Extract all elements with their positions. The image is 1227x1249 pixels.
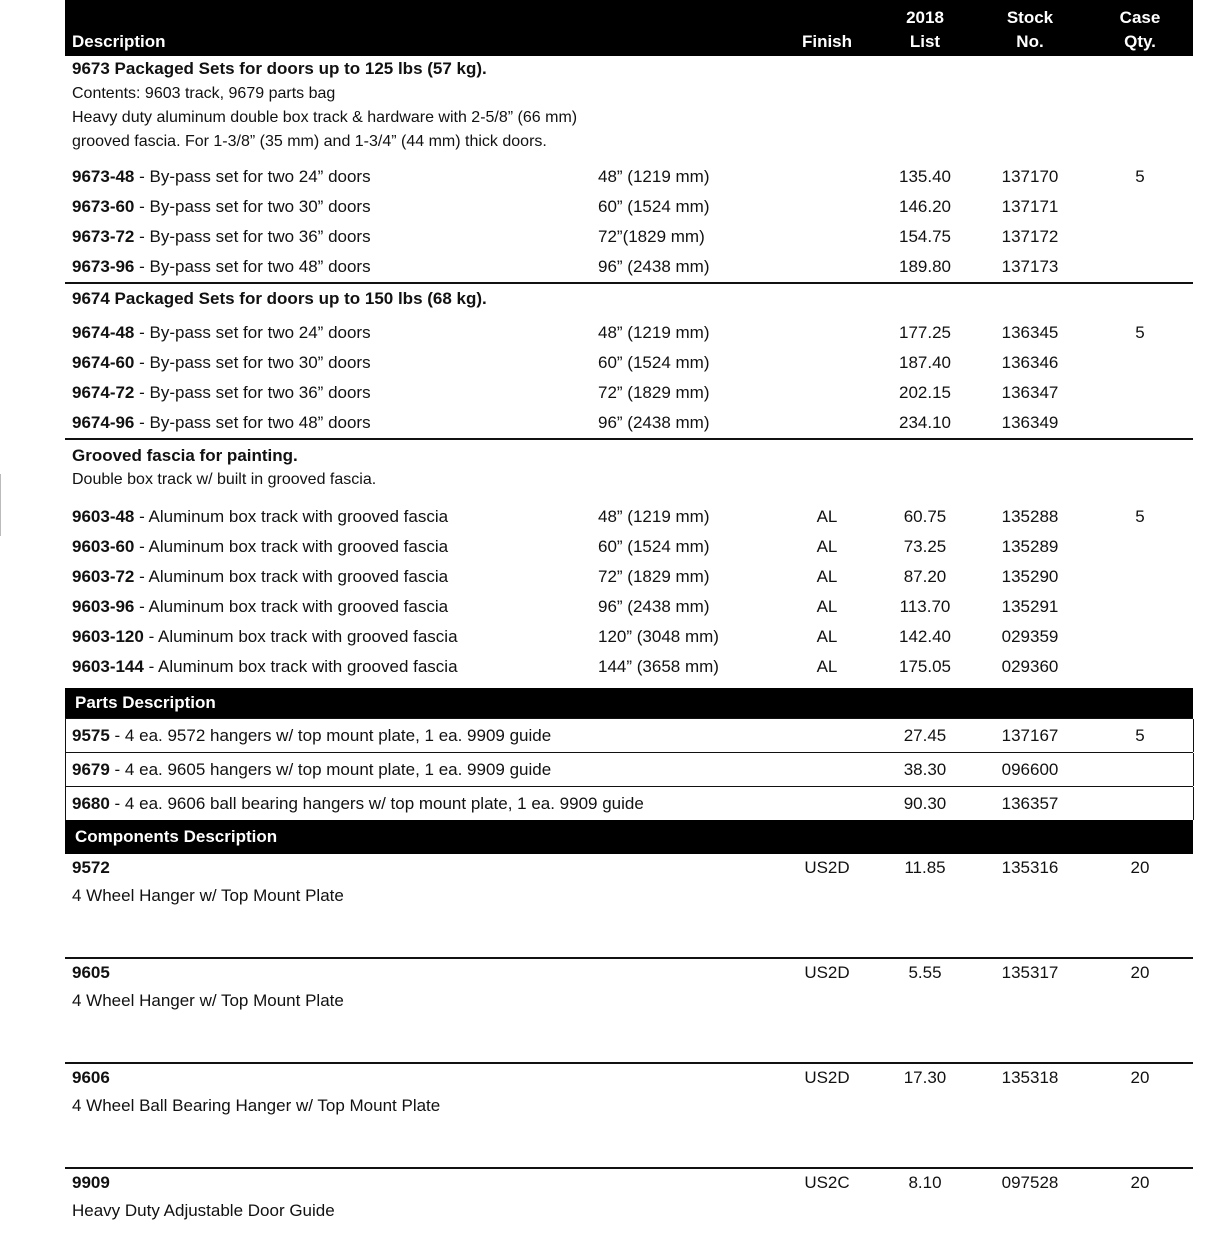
item-stock-no: 135291 bbox=[1001, 597, 1059, 616]
item-code: 9909 bbox=[72, 1173, 110, 1192]
table-row bbox=[65, 222, 1193, 252]
item-list-price: 187.40 bbox=[899, 353, 951, 372]
item-size: 48” (1219 mm) bbox=[598, 323, 710, 342]
item-code: 9673-60 bbox=[72, 197, 135, 216]
cell-border bbox=[65, 719, 66, 752]
item-case-qty: 20 bbox=[1130, 1173, 1150, 1192]
item-list-price: 177.25 bbox=[899, 323, 951, 342]
header-case bbox=[1110, 6, 1170, 54]
table-row bbox=[65, 532, 1193, 562]
item-code: 9680 bbox=[72, 793, 110, 813]
item-list-price: 87.20 bbox=[903, 567, 947, 586]
price-table bbox=[65, 0, 1193, 1229]
item-size: 120” (3048 mm) bbox=[598, 627, 719, 646]
table-row bbox=[65, 378, 1193, 408]
component-item bbox=[65, 1062, 1193, 1167]
section-note: grooved fascia. For 1-3/8” (35 mm) and 1-3/4” (44 mm) thick doors. bbox=[72, 133, 547, 150]
table-row bbox=[65, 408, 1193, 438]
item-stock-no: 137173 bbox=[1001, 257, 1059, 276]
item-stock-no: 135289 bbox=[1001, 537, 1059, 556]
item-list-price: 154.75 bbox=[899, 227, 951, 246]
item-finish: US2D bbox=[804, 858, 850, 877]
item-text: - 4 ea. 9572 hangers w/ top mount plate, 1 ea. 9909 guide bbox=[109, 725, 552, 745]
item-finish: AL bbox=[816, 627, 838, 646]
item-description bbox=[72, 353, 371, 373]
item-size: 72” (1829 mm) bbox=[598, 567, 710, 586]
header-description: Description bbox=[72, 32, 166, 51]
item-list-price: 60.75 bbox=[903, 507, 947, 526]
item-code: 9603-72 bbox=[72, 567, 135, 586]
item-stock-no: 135318 bbox=[1001, 1068, 1059, 1087]
section-title: 9673 Packaged Sets for doors up to 125 lbs (57 kg). bbox=[72, 59, 487, 78]
item-description bbox=[72, 413, 371, 433]
section-9603 bbox=[65, 444, 1193, 682]
components-header-bar: Components Description bbox=[65, 820, 1193, 854]
item-stock-no: 136346 bbox=[1001, 353, 1059, 372]
item-size: 96” (2438 mm) bbox=[598, 257, 710, 276]
parts-row bbox=[65, 786, 1193, 820]
item-code: 9674-96 bbox=[72, 413, 135, 432]
item-description bbox=[72, 627, 458, 647]
cell-border bbox=[1193, 719, 1194, 752]
item-text: - By-pass set for two 36” doors bbox=[134, 227, 371, 246]
item-list-price: 27.45 bbox=[903, 725, 947, 745]
page-edge-mark bbox=[0, 474, 6, 536]
item-stock-no: 097528 bbox=[1001, 1173, 1059, 1192]
item-size: 72”(1829 mm) bbox=[598, 227, 705, 246]
cell-border bbox=[1193, 753, 1194, 786]
component-row bbox=[65, 1169, 1193, 1197]
item-finish: US2D bbox=[804, 963, 850, 982]
table-row bbox=[65, 162, 1193, 192]
section-title: Grooved fascia for painting. bbox=[72, 446, 298, 465]
item-finish: AL bbox=[816, 657, 838, 676]
components-table bbox=[65, 854, 1193, 1229]
item-size: 72” (1829 mm) bbox=[598, 383, 710, 402]
item-list-price: 175.05 bbox=[899, 657, 951, 676]
item-size: 96” (2438 mm) bbox=[598, 413, 710, 432]
item-description bbox=[72, 726, 551, 746]
item-description bbox=[72, 227, 371, 247]
item-size: 48” (1219 mm) bbox=[598, 167, 710, 186]
cell-border bbox=[65, 787, 66, 820]
component-item bbox=[65, 1167, 1193, 1229]
item-list-price: 146.20 bbox=[899, 197, 951, 216]
item-text: - 4 ea. 9605 hangers w/ top mount plate, 1 ea. 9909 guide bbox=[109, 759, 552, 779]
item-case-qty: 20 bbox=[1130, 963, 1150, 982]
table-row bbox=[65, 562, 1193, 592]
item-description bbox=[72, 794, 644, 814]
section-note: Heavy duty aluminum double box track & hardware with 2-5/8” (66 mm) bbox=[72, 109, 578, 126]
item-finish: AL bbox=[816, 597, 838, 616]
item-stock-no: 136347 bbox=[1001, 383, 1059, 402]
section-title: 9674 Packaged Sets for doors up to 150 lbs (68 kg). bbox=[72, 289, 487, 308]
item-text: - By-pass set for two 48” doors bbox=[134, 413, 371, 432]
item-list-price: 234.10 bbox=[899, 413, 951, 432]
item-description bbox=[72, 323, 371, 343]
item-list-price: 202.15 bbox=[899, 383, 951, 402]
parts-table bbox=[65, 718, 1193, 820]
item-description bbox=[72, 167, 371, 187]
header-stock bbox=[980, 6, 1080, 54]
table-row bbox=[65, 252, 1193, 282]
item-text: - By-pass set for two 36” doors bbox=[134, 383, 371, 402]
item-description bbox=[72, 657, 458, 677]
table-row bbox=[65, 502, 1193, 532]
item-code: 9679 bbox=[72, 759, 110, 779]
item-code: 9673-72 bbox=[72, 227, 135, 246]
item-text: - By-pass set for two 30” doors bbox=[134, 197, 371, 216]
header-case-qty: Qty. bbox=[1124, 32, 1156, 51]
item-description bbox=[72, 257, 371, 277]
section-9673 bbox=[65, 56, 1193, 282]
item-code: 9606 bbox=[72, 1068, 110, 1087]
item-stock-no: 096600 bbox=[1001, 759, 1059, 779]
item-finish: AL bbox=[816, 507, 838, 526]
item-text: - Aluminum box track with grooved fascia bbox=[134, 597, 449, 616]
item-stock-no: 029359 bbox=[1001, 627, 1059, 646]
item-case-qty: 5 bbox=[1135, 725, 1145, 745]
item-size: 60” (1524 mm) bbox=[598, 537, 710, 556]
item-code: 9673-48 bbox=[72, 167, 135, 186]
item-case-qty: 5 bbox=[1135, 507, 1145, 526]
component-row bbox=[65, 854, 1193, 882]
item-description bbox=[72, 383, 371, 403]
table-row bbox=[65, 652, 1193, 682]
header-list bbox=[880, 6, 970, 54]
item-text: - By-pass set for two 48” doors bbox=[134, 257, 371, 276]
item-stock-no: 137167 bbox=[1001, 725, 1059, 745]
item-list-price: 90.30 bbox=[903, 793, 947, 813]
item-code: 9674-60 bbox=[72, 353, 135, 372]
item-list-price: 142.40 bbox=[899, 627, 951, 646]
item-stock-no: 136345 bbox=[1001, 323, 1059, 342]
item-description bbox=[72, 197, 371, 217]
item-size: 96” (2438 mm) bbox=[598, 597, 710, 616]
item-stock-no: 029360 bbox=[1001, 657, 1059, 676]
parts-row bbox=[65, 752, 1193, 786]
item-description bbox=[72, 597, 448, 617]
header-case-label: Case bbox=[1119, 8, 1161, 27]
cell-border bbox=[65, 753, 66, 786]
item-finish: US2C bbox=[804, 1173, 850, 1192]
item-description bbox=[72, 507, 448, 527]
item-case-qty: 5 bbox=[1135, 167, 1145, 186]
item-code: 9673-96 bbox=[72, 257, 135, 276]
item-finish: AL bbox=[816, 537, 838, 556]
item-list-price: 189.80 bbox=[899, 257, 951, 276]
table-row bbox=[65, 592, 1193, 622]
item-case-qty: 20 bbox=[1130, 858, 1150, 877]
item-list-price: 113.70 bbox=[899, 597, 951, 616]
header-stock-label: Stock bbox=[1006, 8, 1054, 27]
item-code: 9603-48 bbox=[72, 507, 135, 526]
item-text: - Aluminum box track with grooved fascia bbox=[134, 567, 449, 586]
item-list-price: 135.40 bbox=[899, 167, 951, 186]
item-list-price: 17.30 bbox=[903, 1068, 947, 1087]
item-stock-no: 136357 bbox=[1001, 793, 1059, 813]
item-text: - By-pass set for two 30” doors bbox=[134, 353, 371, 372]
item-size: 144” (3658 mm) bbox=[598, 657, 719, 676]
header-list-label: List bbox=[909, 32, 941, 51]
item-code: 9575 bbox=[72, 725, 110, 745]
component-row bbox=[65, 1064, 1193, 1092]
component-row bbox=[65, 959, 1193, 987]
item-case-qty: 20 bbox=[1130, 1068, 1150, 1087]
item-list-price: 11.85 bbox=[904, 858, 946, 877]
item-text: - By-pass set for two 24” doors bbox=[134, 323, 371, 342]
table-header bbox=[65, 0, 1193, 56]
parts-header-bar: Parts Description bbox=[65, 688, 1193, 718]
item-list-price: 5.55 bbox=[908, 963, 942, 982]
header-finish: Finish bbox=[801, 32, 853, 51]
item-stock-no: 135316 bbox=[1001, 858, 1059, 877]
item-stock-no: 137170 bbox=[1001, 167, 1059, 186]
item-code: 9674-72 bbox=[72, 383, 135, 402]
item-stock-no: 136349 bbox=[1001, 413, 1059, 432]
section-divider bbox=[65, 438, 1193, 440]
item-size: 48” (1219 mm) bbox=[598, 507, 710, 526]
item-text: - Aluminum box track with grooved fascia bbox=[143, 627, 458, 646]
item-text: - Aluminum box track with grooved fascia bbox=[134, 507, 449, 526]
item-list-price: 73.25 bbox=[903, 537, 947, 556]
item-stock-no: 135290 bbox=[1001, 567, 1059, 586]
item-code: 9603-60 bbox=[72, 537, 135, 556]
component-item bbox=[65, 957, 1193, 1062]
item-text: - By-pass set for two 24” doors bbox=[134, 167, 371, 186]
section-note: Contents: 9603 track, 9679 parts bag bbox=[72, 85, 336, 102]
section-note: Double box track w/ built in grooved fascia. bbox=[72, 471, 377, 488]
component-item bbox=[65, 854, 1193, 957]
item-code: 9603-96 bbox=[72, 597, 135, 616]
table-row bbox=[65, 192, 1193, 222]
item-description bbox=[72, 567, 448, 587]
section-9674 bbox=[65, 284, 1193, 438]
item-description: 4 Wheel Hanger w/ Top Mount Plate bbox=[72, 886, 344, 905]
item-stock-no: 135317 bbox=[1001, 963, 1059, 982]
item-code: 9572 bbox=[72, 858, 110, 877]
item-description bbox=[72, 537, 448, 557]
table-row bbox=[65, 318, 1193, 348]
item-description: Heavy Duty Adjustable Door Guide bbox=[72, 1201, 335, 1220]
item-text: - Aluminum box track with grooved fascia bbox=[143, 657, 458, 676]
header-list-year: 2018 bbox=[906, 8, 944, 27]
item-stock-no: 135288 bbox=[1001, 507, 1059, 526]
item-finish: US2D bbox=[804, 1068, 850, 1087]
item-text: - 4 ea. 9606 ball bearing hangers w/ top mount plate, 1 ea. 9909 guide bbox=[109, 793, 644, 813]
item-text: - Aluminum box track with grooved fascia bbox=[134, 537, 449, 556]
item-finish: AL bbox=[816, 567, 838, 586]
item-code: 9603-120 bbox=[72, 627, 144, 646]
cell-border bbox=[1193, 787, 1194, 820]
item-size: 60” (1524 mm) bbox=[598, 197, 710, 216]
item-code: 9605 bbox=[72, 963, 110, 982]
item-description: 4 Wheel Ball Bearing Hanger w/ Top Mount Plate bbox=[72, 1096, 441, 1115]
item-code: 9674-48 bbox=[72, 323, 135, 342]
item-size: 60” (1524 mm) bbox=[598, 353, 710, 372]
table-row bbox=[65, 348, 1193, 378]
header-stock-no: No. bbox=[1016, 32, 1044, 51]
table-row bbox=[65, 622, 1193, 652]
item-description bbox=[72, 760, 551, 780]
item-stock-no: 137172 bbox=[1001, 227, 1059, 246]
parts-row bbox=[65, 718, 1193, 752]
item-description: 4 Wheel Hanger w/ Top Mount Plate bbox=[72, 991, 344, 1010]
item-case-qty: 5 bbox=[1135, 323, 1145, 342]
item-list-price: 38.30 bbox=[903, 759, 947, 779]
item-code: 9603-144 bbox=[72, 657, 144, 676]
item-list-price: 8.10 bbox=[908, 1173, 942, 1192]
item-stock-no: 137171 bbox=[1001, 197, 1059, 216]
